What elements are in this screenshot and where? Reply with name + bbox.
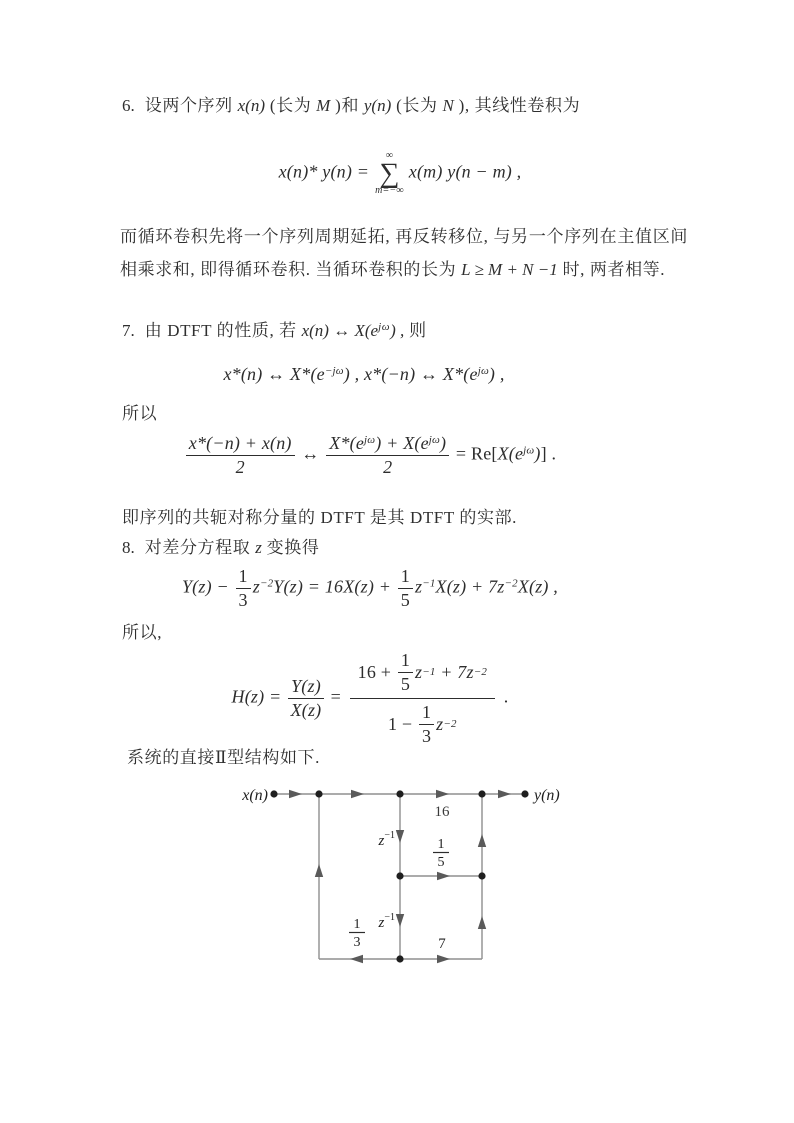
big-fraction-hz: [350, 651, 495, 746]
eq-real-part: [120, 434, 620, 477]
bf-num-sup2: −2: [473, 666, 488, 679]
item-8-text: 对差分方程取: [144, 538, 256, 557]
bf-den-text: 1 −: [388, 713, 417, 734]
gain-7-label: 7: [438, 936, 446, 952]
item-7-text: 则: [404, 321, 427, 340]
caption-text: 系统的直接Ⅱ型结构如下.: [127, 748, 321, 767]
item-7-line: [122, 311, 688, 347]
bf-den-sup: −2: [443, 718, 457, 731]
gain-one-third-num: 1: [353, 917, 361, 932]
eq-z-t1: Y(z) −: [181, 576, 234, 597]
eq-real-xb: ): [534, 443, 541, 464]
para-6-text: 时, 两者相等.: [557, 260, 666, 279]
fraction-conjugate: [186, 434, 295, 477]
frac-num: [326, 434, 449, 456]
eq-h-equals: =: [325, 686, 346, 707]
eq-z-sup3: −2: [504, 577, 518, 590]
eq-z-sup2: −1: [422, 577, 436, 590]
item-6-marker: 6.: [122, 96, 135, 115]
arrowhead-up-icon: [478, 834, 486, 847]
item-8-text: 变换得: [261, 538, 320, 557]
eq-z-t5: X(z) + 7z: [435, 576, 505, 597]
math-M: M: [316, 96, 331, 115]
frac-num-sup: jω: [428, 434, 441, 446]
eq-z-t6: X(z) ,: [517, 576, 559, 597]
arrowhead-right-icon: [289, 790, 302, 798]
frac-num: x*(−n) + x(n): [186, 434, 295, 456]
eq-conv-rhs: x(m) y(n − m) ,: [408, 161, 522, 182]
frac-num-text: ): [440, 433, 447, 453]
arrowhead-right-icon: [498, 790, 511, 798]
paragraph-circular-convolution: [120, 220, 688, 286]
frac-num: Y(z): [288, 677, 324, 699]
node-dot-e1: [478, 872, 485, 879]
eq-pair-sup2: jω: [477, 365, 489, 377]
eq-real-sup: jω: [523, 444, 535, 457]
math-L-MN: L ≥ M + N −1: [461, 260, 558, 279]
node-dot-sum-in: [315, 790, 322, 797]
frac-den: 5: [400, 589, 410, 610]
text-conclusion-dtft: [122, 501, 688, 534]
arrowhead-down-icon: [396, 830, 404, 843]
frac-den: 3: [238, 589, 248, 610]
delay-z1-label: [378, 830, 395, 849]
arrowhead-down-icon: [396, 914, 404, 927]
output-label: y(n): [534, 787, 560, 804]
frac-num: 1: [419, 703, 434, 725]
fraction-spectrum: [326, 434, 449, 477]
sum-lower-limit: m=−∞: [375, 185, 404, 197]
eq-pair-t2: ) , x*(−n) ↔ X*(e: [343, 364, 478, 384]
eq-transfer-function: [120, 651, 620, 746]
eq-real-rb: ] .: [540, 443, 557, 464]
item-6-text: 设两个序列: [144, 96, 238, 115]
eq-linear-convolution: [120, 151, 680, 196]
conclusion-text: 即序列的共轭对称分量的 DTFT 是其 DTFT 的实部.: [122, 508, 518, 527]
item-6-line: [122, 89, 688, 122]
arrowhead-right-icon: [437, 955, 450, 963]
delay-exponent: −1: [384, 830, 395, 841]
eq-pair-t1: x*(n) ↔ X*(e: [223, 364, 325, 384]
node-dot-w1: [396, 872, 403, 879]
fraction-yz-xz: [288, 677, 324, 720]
fraction-one-fifth: [398, 567, 413, 610]
bf-den-z: z: [436, 713, 444, 734]
item-7-marker: 7.: [122, 321, 135, 340]
math-yn: y(n): [363, 96, 392, 115]
gain-one-third-den: 3: [353, 935, 361, 950]
delay-base: z: [378, 915, 385, 931]
gain-16-label: 16: [434, 804, 450, 820]
delay-base: z: [378, 833, 385, 849]
eq-z-t3: Y(z) = 16X(z) +: [273, 576, 396, 597]
math-sup-jw: jω: [378, 321, 391, 333]
node-dot-w2: [396, 955, 403, 962]
arrowhead-right-icon: [351, 790, 364, 798]
frac-num: 1: [236, 567, 251, 589]
eq-z-t2: z: [252, 576, 260, 597]
frac-num: 1: [398, 567, 413, 589]
item-6-text: (长为: [264, 96, 317, 115]
delay-exponent: −1: [384, 912, 395, 923]
item-8-marker: 8.: [122, 538, 135, 557]
frac-den: 2: [383, 456, 393, 477]
eq-z-sup1: −2: [259, 577, 274, 590]
summation-symbol: [375, 151, 404, 196]
frac-den: 3: [421, 725, 432, 746]
bf-num-z: z: [415, 661, 423, 682]
eq-conjugate-pairs: [120, 364, 608, 385]
math-xn: x(n): [237, 96, 265, 115]
arrowhead-left-icon: [350, 955, 363, 963]
fraction-one-third: [236, 567, 251, 610]
text-suoyi-2: [122, 616, 162, 649]
sigma-icon: ∑: [379, 158, 400, 189]
fraction-one-third: [419, 703, 434, 746]
frac-den: 2: [235, 456, 245, 477]
eq-pair-sup1: −jω: [324, 365, 344, 377]
arrowhead-up-icon: [478, 916, 486, 929]
item-8-line: [122, 531, 688, 564]
bigfrac-denominator: [388, 699, 457, 746]
eq-h-t1: H(z) =: [231, 686, 287, 707]
item-6-text: )和: [330, 96, 364, 115]
text-suoyi: [122, 397, 157, 430]
math-dtft-pair: x(n) ↔ X(e: [301, 321, 379, 340]
math-z: z: [255, 538, 262, 557]
para-6-text: 而循环卷积先将一个序列周期延拓, 再反转移位, 与另一个序列在主值区间相乘求和, 即得循环卷积. 当循环卷积的长为: [120, 227, 688, 279]
fraction-one-fifth: [398, 651, 413, 694]
item-6-text: (长为: [391, 96, 443, 115]
arrowhead-right-icon: [436, 790, 449, 798]
suoyi-text: 所以: [122, 404, 158, 423]
frac-den: 5: [400, 673, 411, 694]
text-diagram-caption: [127, 741, 320, 774]
frac-den: X(z): [290, 699, 322, 720]
eq-z-t4: z: [414, 576, 423, 597]
eq-z-transform: [120, 567, 620, 610]
item-7-text: 由 DTFT 的性质, 若: [144, 321, 302, 340]
gain-one-fifth-den: 5: [437, 855, 445, 870]
eq-real-arrow: ↔: [296, 443, 325, 464]
signal-flow-diagram: [200, 775, 580, 985]
bigfrac-numerator: [350, 651, 495, 699]
node-dot-output: [521, 790, 528, 797]
node-dot-input: [270, 790, 277, 797]
sum-upper-limit: ∞: [385, 150, 394, 161]
math-close: ) ,: [390, 321, 405, 340]
node-dot-sum-out: [478, 790, 485, 797]
arrowhead-right-icon: [437, 872, 450, 880]
eq-h-period: .: [499, 686, 509, 707]
frac-num-text: ) + X(e: [375, 433, 429, 453]
frac-num-text: X*(e: [329, 433, 365, 453]
bf-num-text: 16 +: [357, 661, 396, 682]
bf-num-sup1: −1: [422, 666, 436, 679]
item-6-text: ), 其线性卷积为: [453, 96, 581, 115]
frac-num: 1: [398, 651, 413, 673]
eq-real-x: X(e: [497, 443, 524, 464]
eq-conv-lhs: x(n)* y(n) =: [278, 161, 370, 182]
math-N: N: [442, 96, 454, 115]
gain-one-fifth-num: 1: [437, 837, 445, 852]
frac-num-sup: jω: [364, 434, 376, 446]
input-label: x(n): [242, 787, 268, 804]
eq-pair-t3: ) ,: [488, 364, 505, 384]
suoyi-2-text: 所以,: [122, 623, 163, 642]
eq-real-re: = Re[: [451, 443, 498, 464]
node-dot-w0: [396, 790, 403, 797]
bf-num-text2: + 7z: [435, 661, 474, 682]
delay-z2-label: [378, 912, 395, 931]
arrowhead-up-icon: [315, 864, 323, 877]
